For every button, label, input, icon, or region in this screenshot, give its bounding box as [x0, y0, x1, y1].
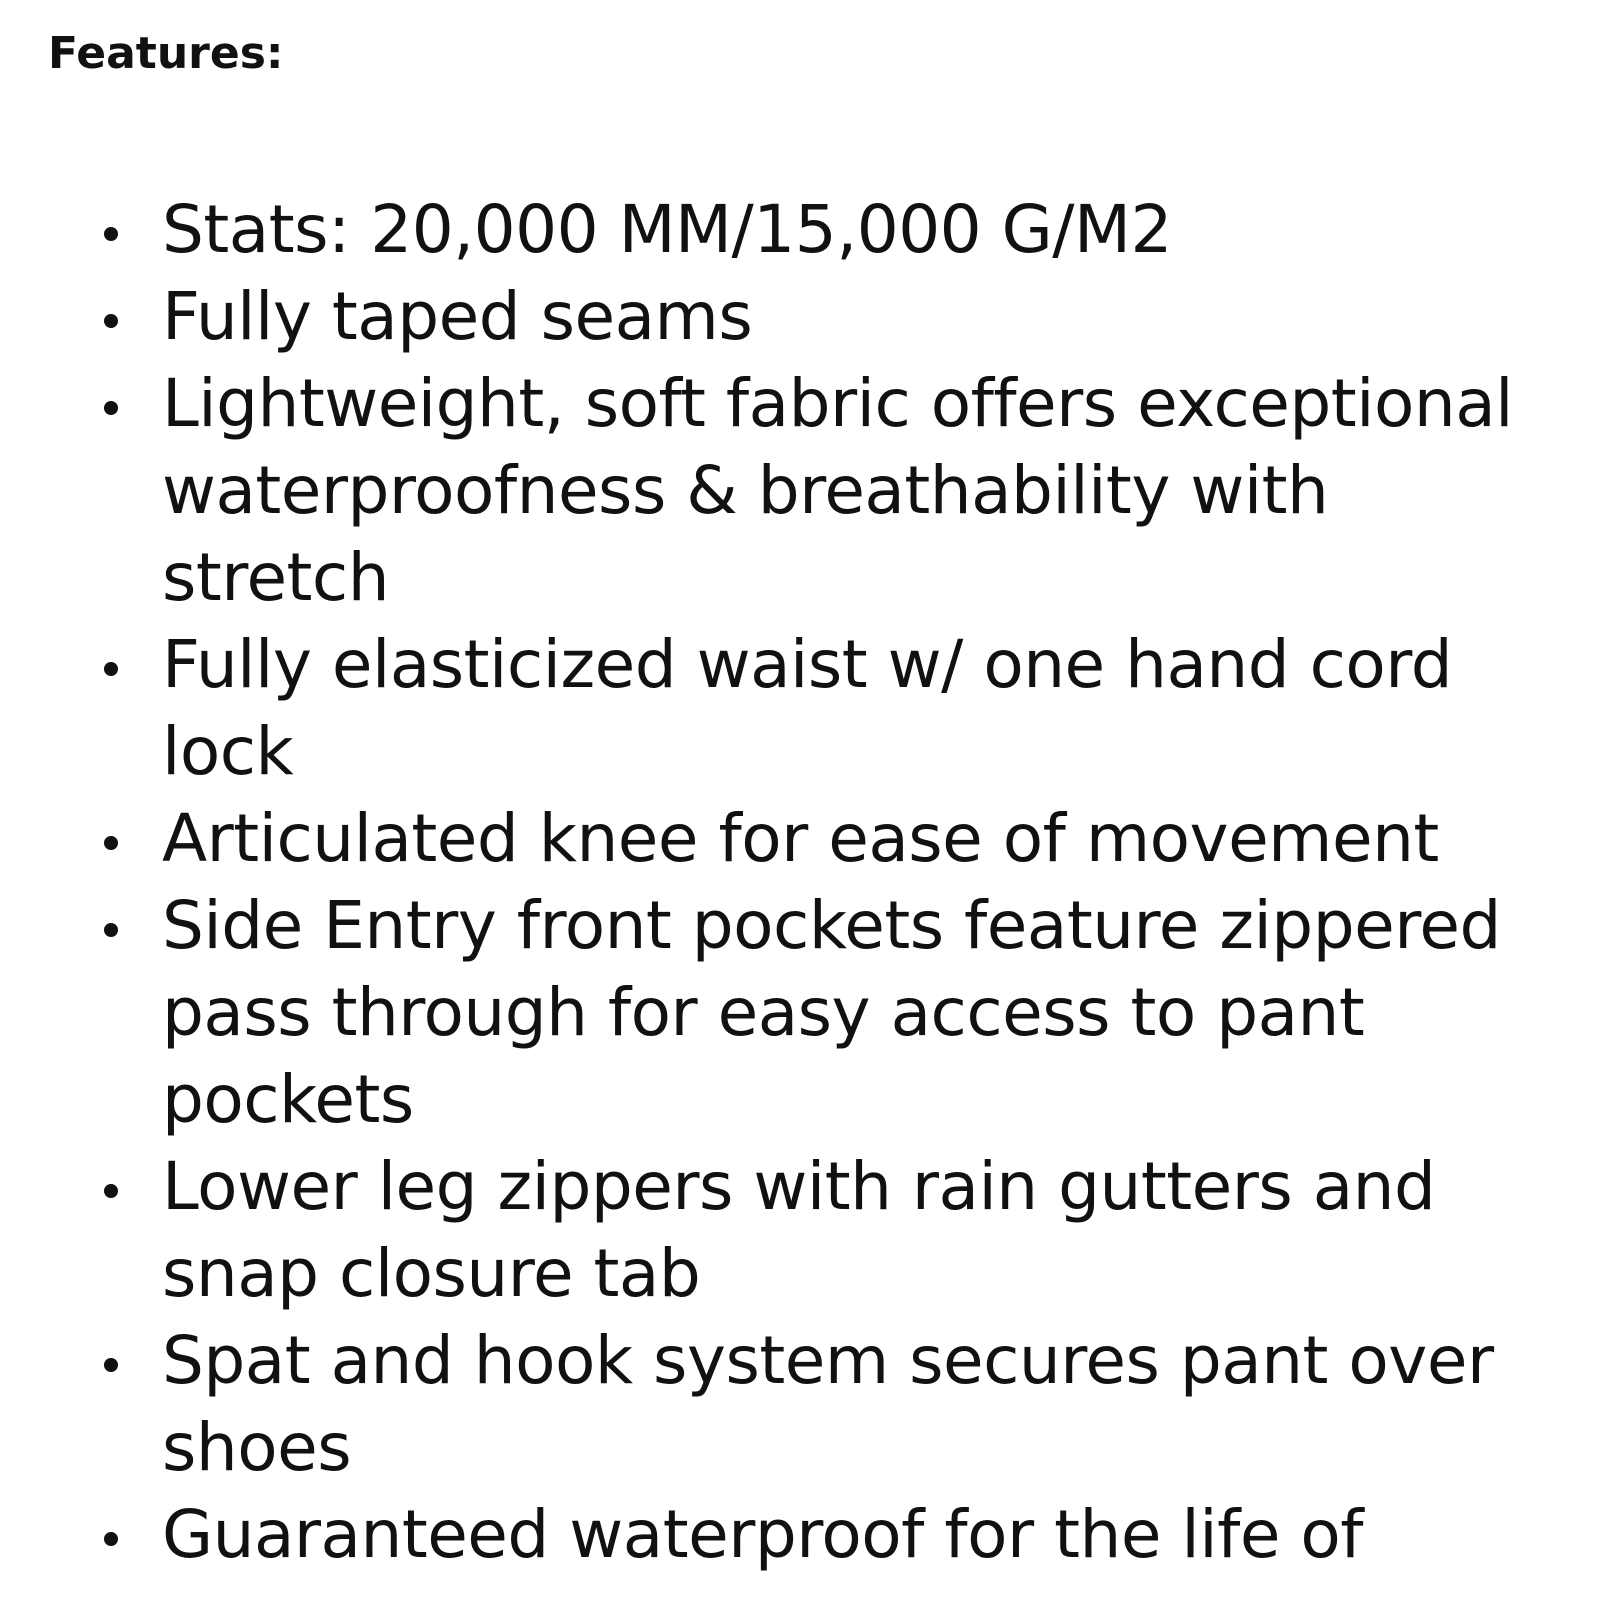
bullet-icon	[104, 314, 118, 328]
feature-item	[0, 1143, 1560, 1317]
feature-item	[0, 1317, 1560, 1491]
feature-item	[0, 1491, 1560, 1578]
feature-item	[0, 273, 1560, 360]
bullet-icon	[104, 836, 118, 850]
feature-item	[0, 621, 1560, 795]
feature-text: Stats: 20,000 MM/15,000 G/M2	[162, 191, 1172, 268]
bullet-icon	[104, 923, 118, 937]
feature-text: Lightweight, soft fabric offers exceptional waterproofness & breathability with stretch	[162, 365, 1513, 616]
feature-item	[0, 795, 1560, 882]
feature-text: Side Entry front pockets feature zippered pass through for easy access to pant pockets	[162, 887, 1501, 1138]
bullet-icon	[104, 1184, 118, 1198]
feature-text: Spat and hook system secures pant over shoes	[162, 1322, 1494, 1486]
bullet-icon	[104, 662, 118, 676]
feature-text: Articulated knee for ease of movement	[162, 800, 1439, 877]
feature-text: Fully taped seams	[162, 278, 753, 355]
bullet-icon	[104, 401, 118, 415]
bullet-icon	[104, 1532, 118, 1546]
bullet-icon	[104, 1358, 118, 1372]
features-heading: Features:	[48, 28, 284, 79]
feature-item	[0, 186, 1560, 273]
feature-item	[0, 360, 1560, 621]
feature-text: Lower leg zippers with rain gutters and snap closure tab	[162, 1148, 1436, 1312]
bullet-icon	[104, 227, 118, 241]
features-list	[0, 186, 1560, 1578]
feature-text: Fully elasticized waist w/ one hand cord lock	[162, 626, 1453, 790]
feature-text: Guaranteed waterproof for the life of	[162, 1496, 1364, 1573]
feature-item	[0, 882, 1560, 1143]
